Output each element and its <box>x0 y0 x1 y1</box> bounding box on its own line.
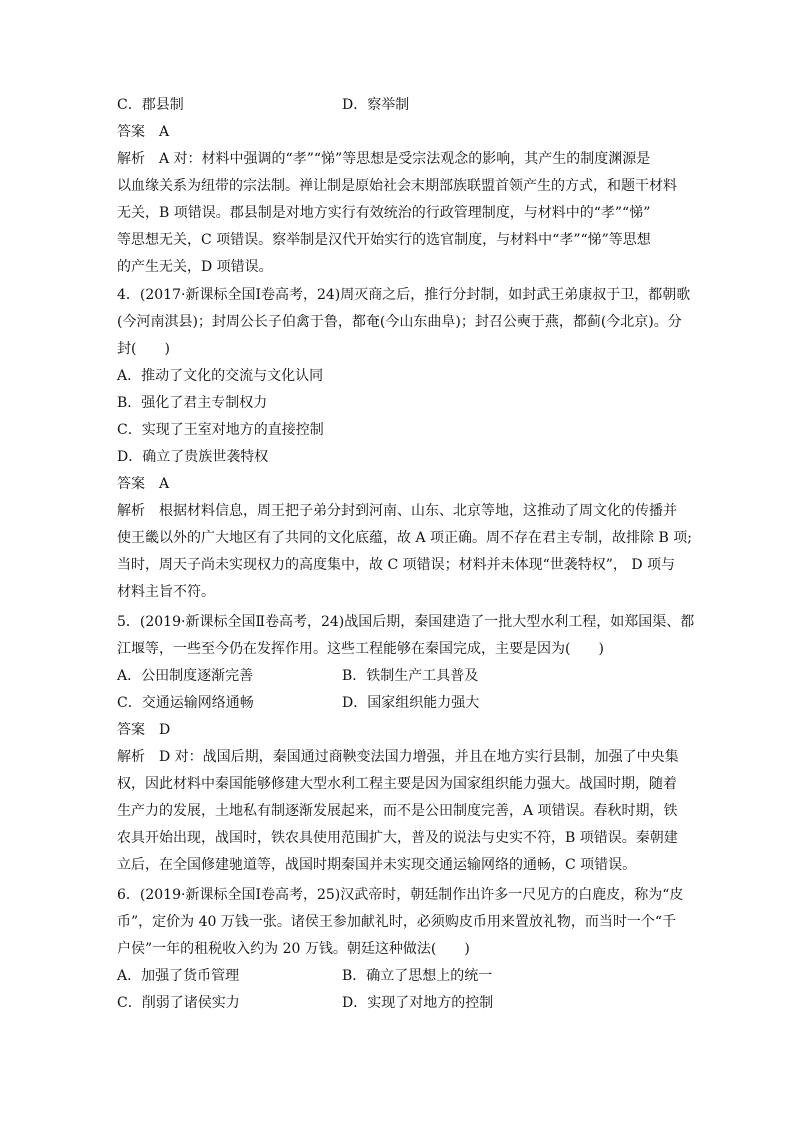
answer-value: A <box>159 124 170 140</box>
q5-stem-line: 江堰等，一些至今仍在发挥作用。这些工程能够在秦国完成，主要是因为( ) <box>117 641 604 657</box>
analysis-text: A 对：材料中强调的“孝”“悌”等思想是受宗法观念的影响，其产生的制度渊源是 <box>159 151 651 167</box>
q5-option-b: B．铁制生产工具普及 <box>342 668 479 684</box>
q5-answer <box>117 719 170 741</box>
answer-label: 答案 <box>117 476 145 492</box>
analysis-text: 根据材料信息，周王把子弟分封到河南、山东、北京等地，这推动了周文化的传播并 <box>159 503 677 519</box>
q3-analysis-line: 无关，B 项错误。郡县制是对地方实行有效统治的行政管理制度，与材料中的“孝”“悌” <box>117 205 651 221</box>
q4-analysis-line: 材料主旨不符。 <box>117 584 215 600</box>
q4-analysis-line: 当时，周天子尚未实现权力的高度集中，故 C 项错误；材料并未体现“世袭特权”， D 项与 <box>117 557 676 573</box>
q5-analysis-line: 立后，在全国修建驰道等，战国时期秦国并未实现交通运输网络的通畅，C 项错误。 <box>117 857 637 873</box>
q4-option-c: C．实现了王室对地方的直接控制 <box>117 422 324 438</box>
q5-option-c: C．交通运输网络通畅 <box>117 695 254 711</box>
q5-analysis-line: 权，因此材料中秦国能够修建大型水利工程主要是因为国家组织能力强大。战国时期，随着 <box>117 776 677 792</box>
q5-analysis-line: 生产力的发展，土地私有制逐渐发展起来，而不是公田制度完善，A 项错误。春秋时期，铁 <box>117 803 678 819</box>
answer-label: 答案 <box>117 124 145 140</box>
q5-analysis-line <box>117 746 679 768</box>
q4-stem-line: (今河南淇县)；封周公长子伯禽于鲁，都奄(今山东曲阜)；封召公奭于燕，都蓟(今北京)。分 <box>117 314 682 330</box>
q3-analysis-line <box>117 148 650 170</box>
analysis-label: 解析 <box>117 749 145 765</box>
q6-option-b: B．确立了思想上的统一 <box>342 968 493 984</box>
answer-value: A <box>159 476 170 492</box>
analysis-label: 解析 <box>117 151 145 167</box>
q4-analysis-line: 使王畿以外的广大地区有了共同的文化底蕴，故 A 项正确。周不存在君主专制，故排除 B 项; <box>117 530 692 546</box>
q4-option-a: A．推动了文化的交流与文化认同 <box>117 368 324 384</box>
q6-stem-line: 户侯”一年的租税收入约为 20 万钱。朝廷这种做法( ) <box>117 941 470 957</box>
q3-analysis-line: 等思想无关，C 项错误。察举制是汉代开始实行的选官制度，与材料中“孝”“悌”等思想 <box>117 232 651 248</box>
q4-option-d: D．确立了贵族世袭特权 <box>117 449 269 465</box>
q6-option-a: A．加强了货币管理 <box>117 968 240 984</box>
q6-option-c: C．削弱了诸侯实力 <box>117 995 240 1011</box>
q4-stem-line: 4．(2017·新课标全国Ⅰ卷高考，24)周灭商之后，推行分封制，如封武王弟康叔于卫，都朝歌 <box>117 287 691 303</box>
q6-option-d: D．实现了对地方的控制 <box>342 995 494 1011</box>
analysis-label: 解析 <box>117 503 145 519</box>
q4-option-b: B．强化了君主专制权力 <box>117 395 268 411</box>
answer-value: D <box>159 722 171 738</box>
q5-stem-line: 5．(2019·新课标全国Ⅱ卷高考，24)战国后期，秦国建造了一批大型水利工程，如郑国渠、都 <box>117 614 695 630</box>
answer-label: 答案 <box>117 722 145 738</box>
q5-option-d: D．国家组织能力强大 <box>342 695 480 711</box>
q3-analysis-line: 以血缘关系为纽带的宗法制。禅让制是原始社会末期部族联盟首领产生的方式，和题干材料 <box>117 178 677 194</box>
q3-option-d: D．察举制 <box>342 97 410 113</box>
q6-stem-line: 6．(2019·新课标全国Ⅰ卷高考，25)汉武帝时，朝廷制作出许多一尺见方的白鹿皮，称为“皮 <box>117 887 684 903</box>
q3-analysis-line: 的产生无关，D 项错误。 <box>117 259 273 275</box>
q3-answer <box>117 121 169 143</box>
q4-analysis-line <box>117 500 677 522</box>
q4-answer <box>117 473 169 495</box>
q5-analysis-line: 农具开始出现，战国时，铁农具使用范围扩大，普及的说法与史实不符，B 项错误。秦朝建 <box>117 830 678 846</box>
q5-option-a: A．公田制度逐渐完善 <box>117 668 254 684</box>
analysis-text: D 对：战国后期，秦国通过商鞅变法国力增强，并且在地方实行县制，加强了中央集 <box>159 749 679 765</box>
q4-stem-line: 封( ) <box>117 341 170 357</box>
q6-stem-line: 币”，定价为 40 万钱一张。诸侯王参加献礼时，必须购皮币用来置放礼物，而当时一个“千 <box>117 914 677 930</box>
q3-option-c: C．郡县制 <box>117 97 184 113</box>
